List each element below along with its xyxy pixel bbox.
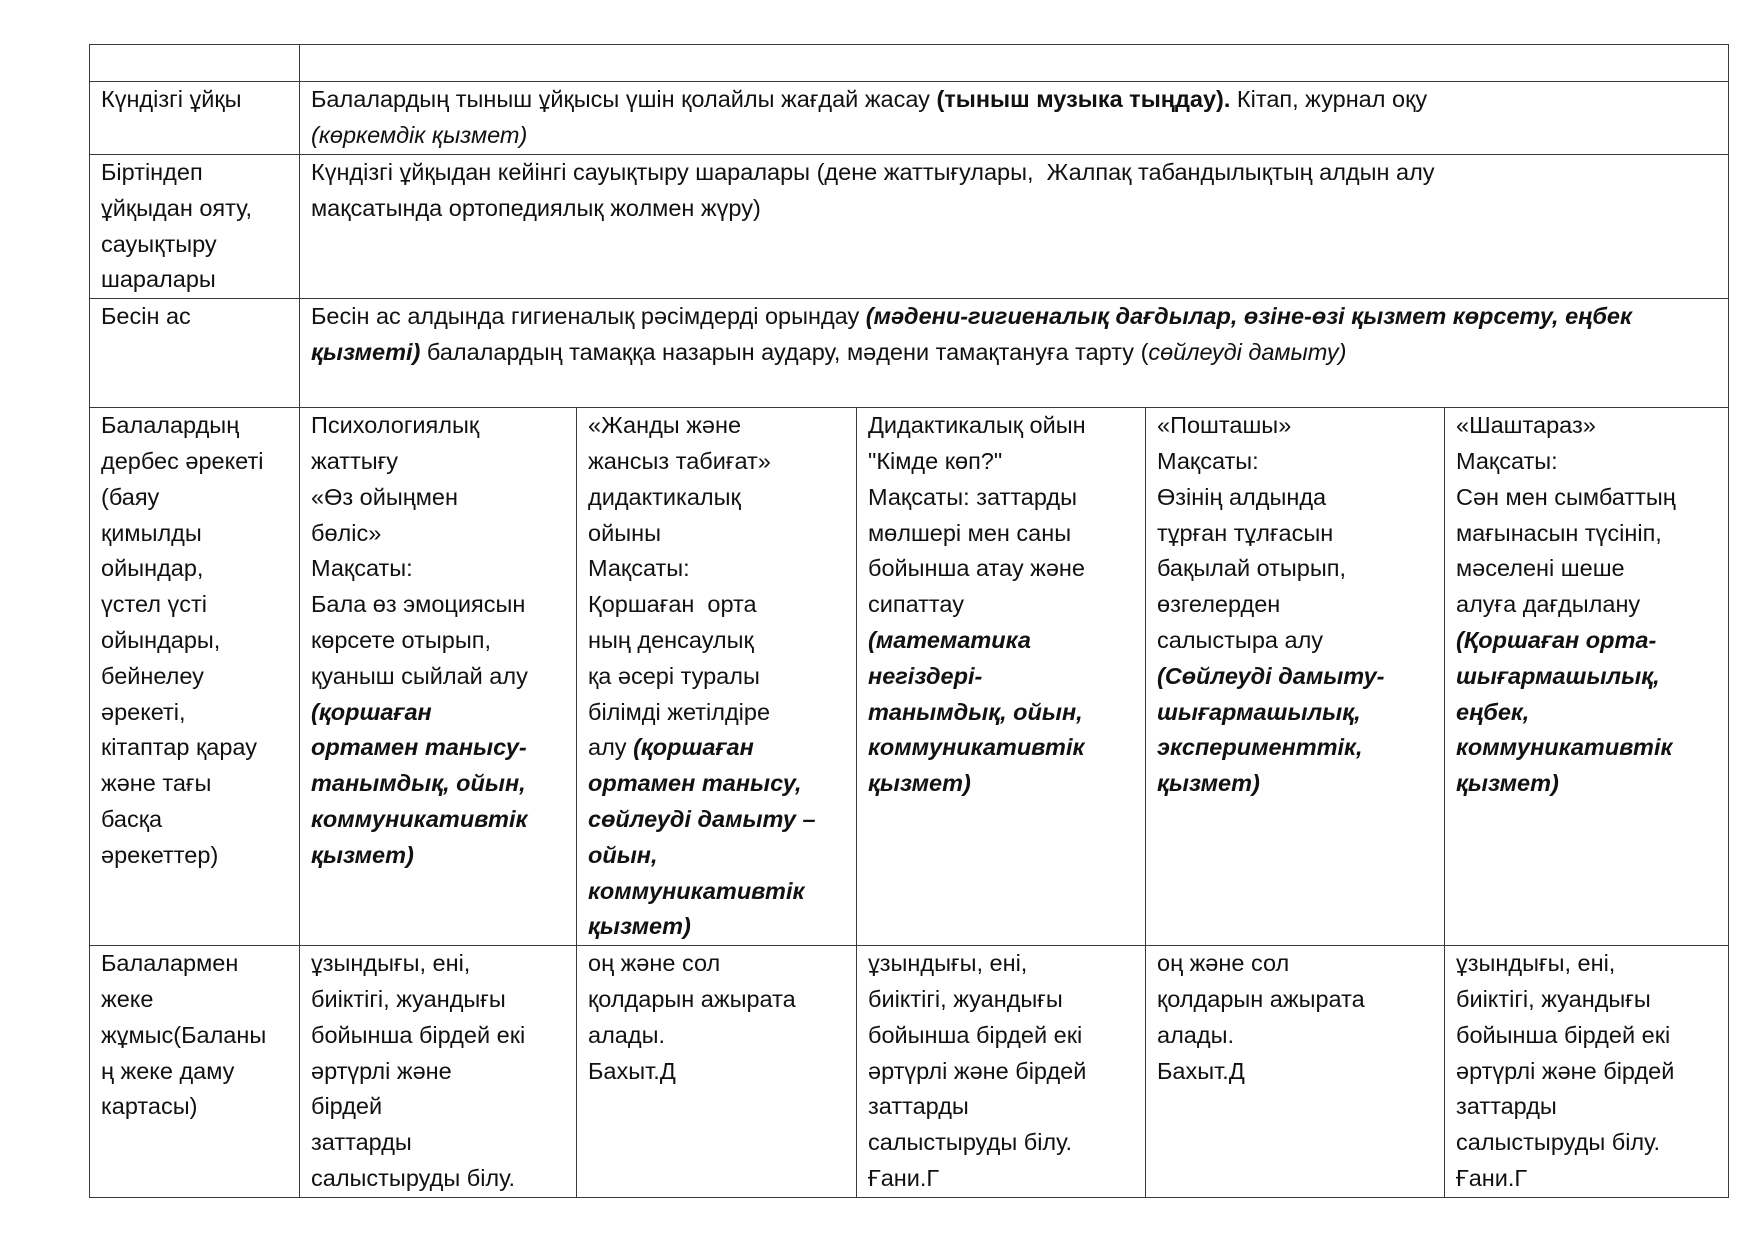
table-row-nap (90, 82, 1729, 155)
activity-cell-postman: «Пошташы» Мақсаты: Өзінің алдында тұрған тұлғасын бақылай отырып, өзгелерден салыстыра алу (Сөйлеуді дамыту- шығармашылық, эксперименттік, қызмет) (1146, 408, 1445, 946)
header-cell-right (300, 45, 1729, 82)
activity-cell-psychology: Психологиялық жаттығу «Өз ойыңмен бөліс» Мақсаты: Бала өз эмоциясын көрсете отырып, қуаныш сыйлай алу (қоршаған ортамен танысу- танымдық, ойын, коммуникативтік қызмет) (300, 408, 577, 946)
row-content-nap: Балалардың тыныш ұйқысы үшін қолайлы жағдай жасау (тыныш музыка тыңдау). Кітап, журнал оқу (көркемдік қызмет) (300, 82, 1729, 155)
individual-cell-1: ұзындығы, ені, биіктігі, жуандығы бойынша бірдей екі әртүрлі және бірдей заттарды салыстыруды білу. (300, 946, 577, 1198)
row-label-snack: Бесін ас (90, 299, 300, 408)
row-content-wakeup: Күндізгі ұйқыдан кейінгі сауықтыру шаралары (дене жаттығулары, Жалпақ табандылықтың алдын алу мақсатында ортопедиялық жолмен жүру) (300, 155, 1729, 299)
header-cell-left (90, 45, 300, 82)
bold-text: (тыныш музыка тыңдау). (936, 86, 1231, 112)
table-row-individual-work (90, 946, 1729, 1198)
individual-cell-4: оң және сол қолдарын ажырата алады. Бахыт.Д (1146, 946, 1445, 1198)
individual-cell-5: ұзындығы, ені, биіктігі, жуандығы бойынша бірдей екі әртүрлі және бірдей заттарды салыстыруды білу. Ғани.Г (1445, 946, 1729, 1198)
table-header-row (90, 45, 1729, 82)
table-row-wakeup (90, 155, 1729, 299)
individual-cell-3: ұзындығы, ені, биіктігі, жуандығы бойынша бірдей екі әртүрлі және бірдей заттарды салыстыруды білу. Ғани.Г (857, 946, 1146, 1198)
row-label-individual-work: Балалармен жеке жұмыс(Баланы ң жеке даму картасы) (90, 946, 300, 1198)
italic-text: (көркемдік қызмет) (311, 121, 528, 148)
row-label-activities: Балалардың дербес әрекеті (баяу қимылды ойындар, үстел үсті ойындары, бейнелеу әрекеті, кітаптар қарау және тағы басқа әрекеттер) (90, 408, 300, 946)
row-label-wakeup: Біртіндеп ұйқыдан ояту, сауықтыру шаралары (90, 155, 300, 299)
table-row-activities (90, 408, 1729, 946)
row-label-nap: Күндізгі ұйқы (90, 82, 300, 155)
individual-cell-2: оң және сол қолдарын ажырата алады. Бахыт.Д (577, 946, 857, 1198)
row-content-snack: Бесін ас алдында гигиеналық рәсімдерді орындау (мәдени-гигиеналық дағдылар, өзіне-өзі қызмет көрсету, еңбек қызметі) балалардың тамаққа назарын аудару, мәдени тамақтануға тарту (сөйлеуді дамыту) (300, 299, 1729, 408)
activity-cell-who-has-more: Дидактикалық ойын "Кімде көп?" Мақсаты: заттарды мөлшері мен саны бойынша атау және сипаттау (математика негіздері- танымдық, ойын, коммуникативтік қызмет) (857, 408, 1146, 946)
activity-cell-nature: «Жанды және жансыз табиғат» дидактикалық ойыны Мақсаты: Қоршаған орта ның денсаулық қа әсері туралы білімді жетілдіре алу (қоршаған ортамен танысу, сөйлеуді дамыту – ойын, коммуникативтік қызмет) (577, 408, 857, 946)
activity-cell-hairdresser: «Шаштараз» Мақсаты: Сән мен сымбаттың мағынасын түсініп, мәселені шеше алуға дағдылану (Қоршаған орта- шығармашылық, еңбек, коммуникативтік қызмет) (1445, 408, 1729, 946)
table-row-snack (90, 299, 1729, 408)
daily-plan-table (89, 44, 1729, 1198)
